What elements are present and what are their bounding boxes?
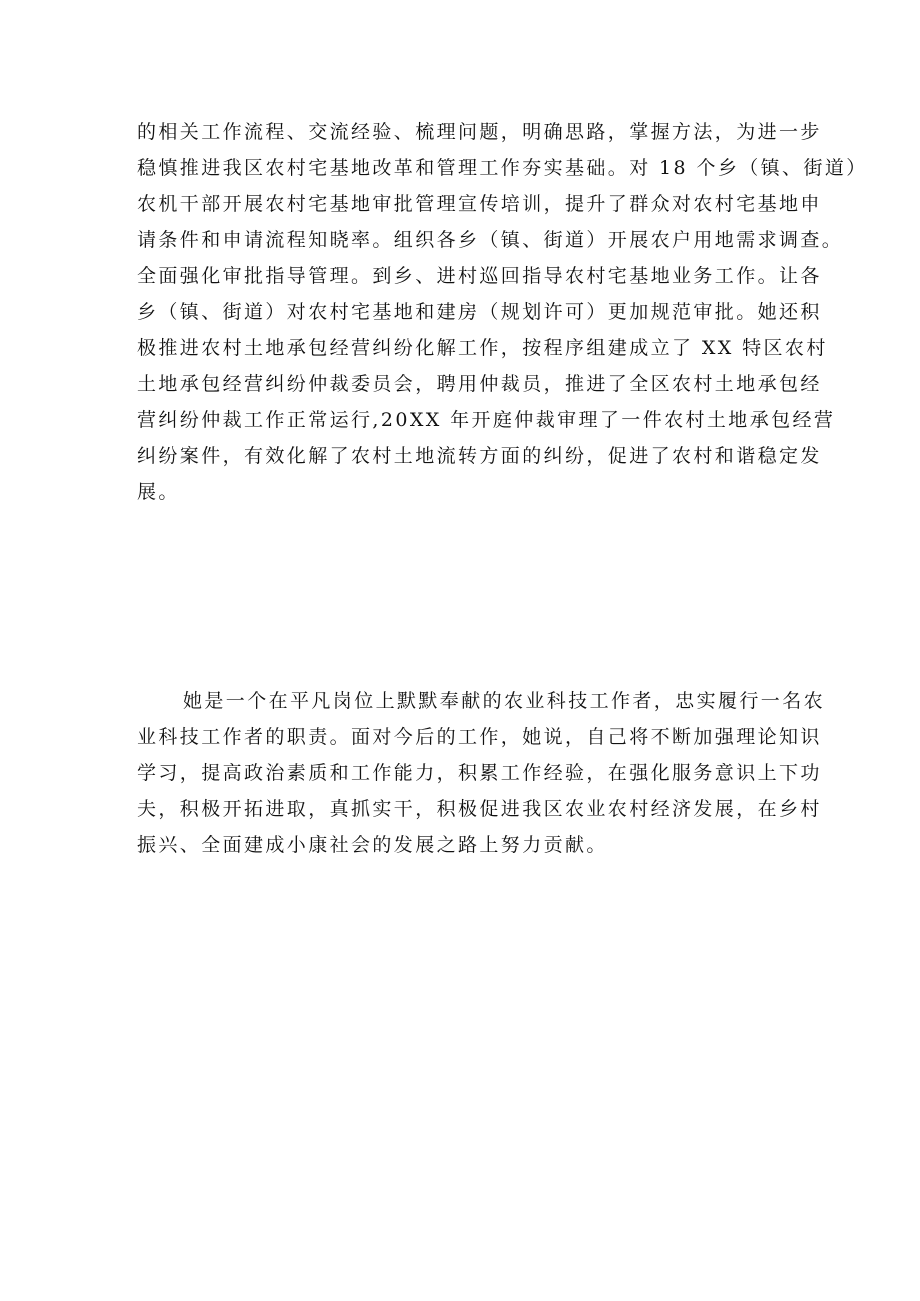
paragraph-line: 业科技工作者的职责。面对今后的工作，她说，自己将不断加强理论知识 <box>137 726 822 748</box>
paragraph-1 <box>137 114 868 510</box>
paragraph-line: 农机干部开展农村宅基地审批管理宣传培训，提升了群众对农村宅基地申 <box>137 193 822 215</box>
paragraph-line: 夫，积极开拓进取，真抓实干，积极促进我区农业农村经济发展，在乡村 <box>137 798 822 820</box>
paragraph-line: 的相关工作流程、交流经验、梳理问题，明确思路，掌握方法，为进一步 <box>137 121 822 143</box>
paragraph-line: 极推进农村土地承包经营纠纷化解工作，按程序组建成立了 XX 特区农村 <box>137 337 828 359</box>
paragraph-line: 振兴、全面建成小康社会的发展之路上努力贡献。 <box>137 834 608 856</box>
paragraph-line: 土地承包经营纠纷仲裁委员会，聘用仲裁员，推进了全区农村土地承包经 <box>137 373 822 395</box>
paragraph-line: 展。 <box>137 481 180 503</box>
paragraph-line: 乡（镇、街道）对农村宅基地和建房（规划许可）更加规范审批。她还积 <box>137 301 822 323</box>
paragraph-line: 营纠纷仲裁工作正常运行,20XX 年开庭仲裁审理了一件农村土地承包经营 <box>137 409 836 431</box>
paragraph-2 <box>137 683 826 863</box>
paragraph-line: 请条件和申请流程知晓率。组织各乡（镇、街道）开展农户用地需求调查。 <box>137 229 844 251</box>
paragraph-line: 全面强化审批指导管理。到乡、进村巡回指导农村宅基地业务工作。让各 <box>137 265 822 287</box>
paragraph-line: 纠纷案件，有效化解了农村土地流转方面的纠纷，促进了农村和谐稳定发 <box>137 445 822 467</box>
paragraph-line: 她是一个在平凡岗位上默默奉献的农业科技工作者，忠实履行一名农 <box>183 690 826 712</box>
paragraph-line: 学习，提高政治素质和工作能力，积累工作经验，在强化服务意识上下功 <box>137 762 822 784</box>
paragraph-line: 稳慎推进我区农村宅基地改革和管理工作夯实基础。对 18 个乡（镇、街道） <box>137 157 868 179</box>
